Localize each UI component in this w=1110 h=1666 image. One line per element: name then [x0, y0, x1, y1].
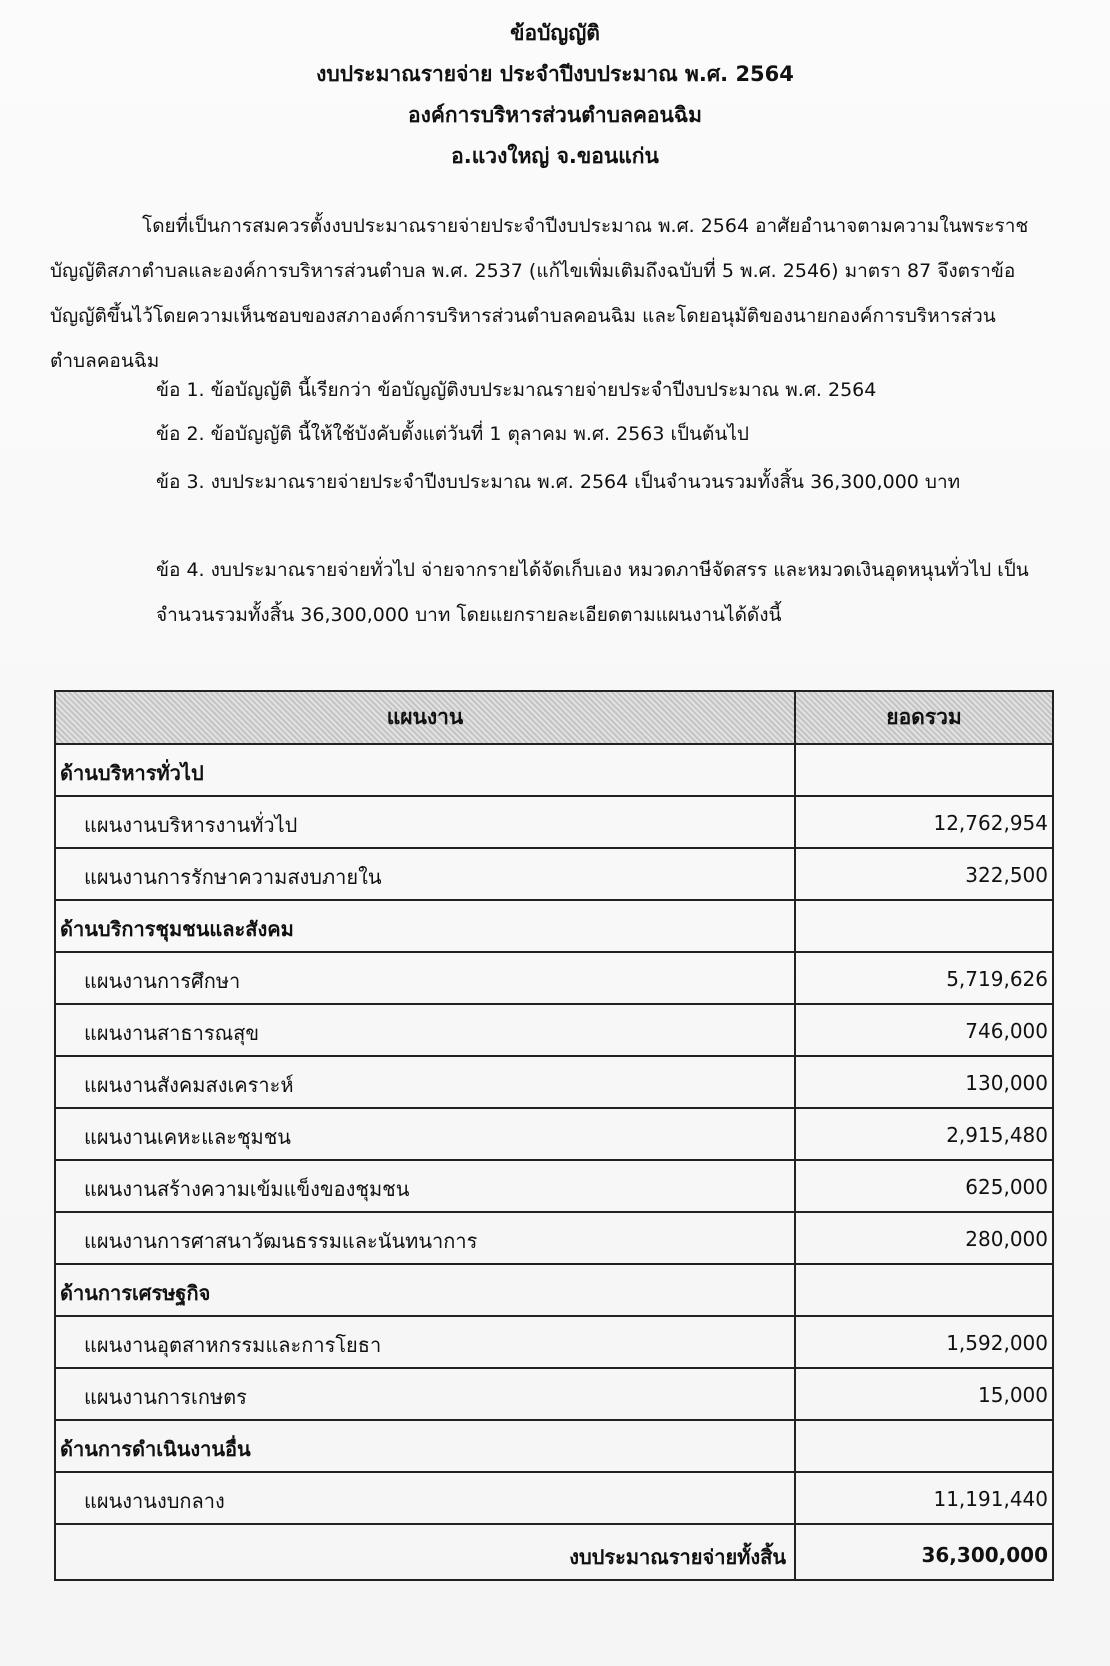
amount-cell	[795, 900, 1053, 952]
table-row	[55, 1316, 1053, 1368]
clause-3: ข้อ 3. งบประมาณรายจ่ายประจำปีงบประมาณ พ.ศ. 2564 เป็นจำนวนรวมทั้งสิ้น 36,300,000 บาท	[156, 471, 961, 493]
table-row	[55, 1472, 1053, 1524]
plan-cell: แผนงานการศึกษา	[55, 952, 795, 1004]
plan-cell: แผนงานการเกษตร	[55, 1368, 795, 1420]
clause-2: ข้อ 2. ข้อบัญญัติ นี้ให้ใช้บังคับตั้งแต่วันที่ 1 ตุลาคม พ.ศ. 2563 เป็นต้นไป	[156, 423, 749, 445]
table-row	[55, 744, 1053, 796]
amount-cell: 746,000	[795, 1004, 1053, 1056]
category-cell: ด้านบริหารทั่วไป	[55, 744, 795, 796]
table-row	[55, 1004, 1053, 1056]
category-cell: ด้านบริการชุมชนและสังคม	[55, 900, 795, 952]
table-row	[55, 900, 1053, 952]
plan-cell: แผนงานสาธารณสุข	[55, 1004, 795, 1056]
plan-cell: แผนงานงบกลาง	[55, 1472, 795, 1524]
clause-4: ข้อ 4. งบประมาณรายจ่ายทั่วไป จ่ายจากรายได้จัดเก็บเอง หมวดภาษีจัดสรร และหมวดเงินอุดหนุนทั่วไป เป็นจำนวนรวมทั้งสิ้น 36,300,000 บาท โดยแยกรายละเอียดตามแผนงานได้ดังนี้	[156, 559, 1029, 626]
plan-cell: แผนงานการรักษาความสงบภายใน	[55, 848, 795, 900]
plan-cell: แผนงานบริหารงานทั่วไป	[55, 796, 795, 848]
amount-cell: 5,719,626	[795, 952, 1053, 1004]
category-cell: ด้านการดำเนินงานอื่น	[55, 1420, 795, 1472]
table-row	[55, 1264, 1053, 1316]
amount-cell: 322,500	[795, 848, 1053, 900]
amount-cell: 625,000	[795, 1160, 1053, 1212]
amount-cell: 1,592,000	[795, 1316, 1053, 1368]
amount-cell	[795, 1264, 1053, 1316]
plan-cell: แผนงานเคหะและชุมชน	[55, 1108, 795, 1160]
header-plan: แผนงาน	[55, 691, 795, 744]
amount-cell: 2,915,480	[795, 1108, 1053, 1160]
category-cell: ด้านการเศรษฐกิจ	[55, 1264, 795, 1316]
table-row	[55, 1420, 1053, 1472]
table-row	[55, 1368, 1053, 1420]
plan-cell: แผนงานสร้างความเข้มแข็งของชุมชน	[55, 1160, 795, 1212]
table-row	[55, 796, 1053, 848]
table-row	[55, 848, 1053, 900]
document-title: ข้อบัญญัติ	[510, 21, 600, 45]
header-total: ยอดรวม	[795, 691, 1053, 744]
amount-cell	[795, 744, 1053, 796]
table-row	[55, 952, 1053, 1004]
clause-1: ข้อ 1. ข้อบัญญัติ นี้เรียกว่า ข้อบัญญัติงบประมาณรายจ่ายประจำปีงบประมาณ พ.ศ. 2564	[156, 379, 877, 401]
budget-year-title: งบประมาณรายจ่าย ประจำปีงบประมาณ พ.ศ. 2564	[316, 62, 794, 86]
table-row	[55, 1056, 1053, 1108]
table-row	[55, 1108, 1053, 1160]
table-row	[55, 1212, 1053, 1264]
intro-paragraph: โดยที่เป็นการสมควรตั้งงบประมาณรายจ่ายประจำปีงบประมาณ พ.ศ. 2564 อาศัยอำนาจตามความในพระราชบัญญัติสภาตำบลและองค์การบริหารส่วนตำบล พ.ศ. 2537 (แก้ไขเพิ่มเติมถึงฉบับที่ 5 พ.ศ. 2546) มาตรา 87 จึงตราข้อบัญญัติขึ้นไว้โดยความเห็นชอบของสภาองค์การบริหารส่วนตำบลคอนฉิม และโดยอนุมัติของนายกองค์การบริหารส่วนตำบลคอนฉิม	[50, 215, 1029, 372]
total-label: งบประมาณรายจ่ายทั้งสิ้น	[55, 1524, 795, 1580]
amount-cell: 11,191,440	[795, 1472, 1053, 1524]
document-titles	[0, 18, 1110, 182]
table-header-row	[55, 691, 1053, 744]
organization-title: องค์การบริหารส่วนตำบลคอนฉิม	[408, 103, 702, 127]
amount-cell: 130,000	[795, 1056, 1053, 1108]
plan-cell: แผนงานอุตสาหกรรมและการโยธา	[55, 1316, 795, 1368]
location-title: อ.แวงใหญ่ จ.ขอนแก่น	[451, 144, 659, 168]
total-row	[55, 1524, 1053, 1580]
amount-cell: 12,762,954	[795, 796, 1053, 848]
amount-cell	[795, 1420, 1053, 1472]
amount-cell: 280,000	[795, 1212, 1053, 1264]
amount-cell: 15,000	[795, 1368, 1053, 1420]
plan-cell: แผนงานการศาสนาวัฒนธรรมและนันทนาการ	[55, 1212, 795, 1264]
table-row	[55, 1160, 1053, 1212]
plan-cell: แผนงานสังคมสงเคราะห์	[55, 1056, 795, 1108]
budget-table	[54, 690, 1054, 1581]
total-amount: 36,300,000	[795, 1524, 1053, 1580]
